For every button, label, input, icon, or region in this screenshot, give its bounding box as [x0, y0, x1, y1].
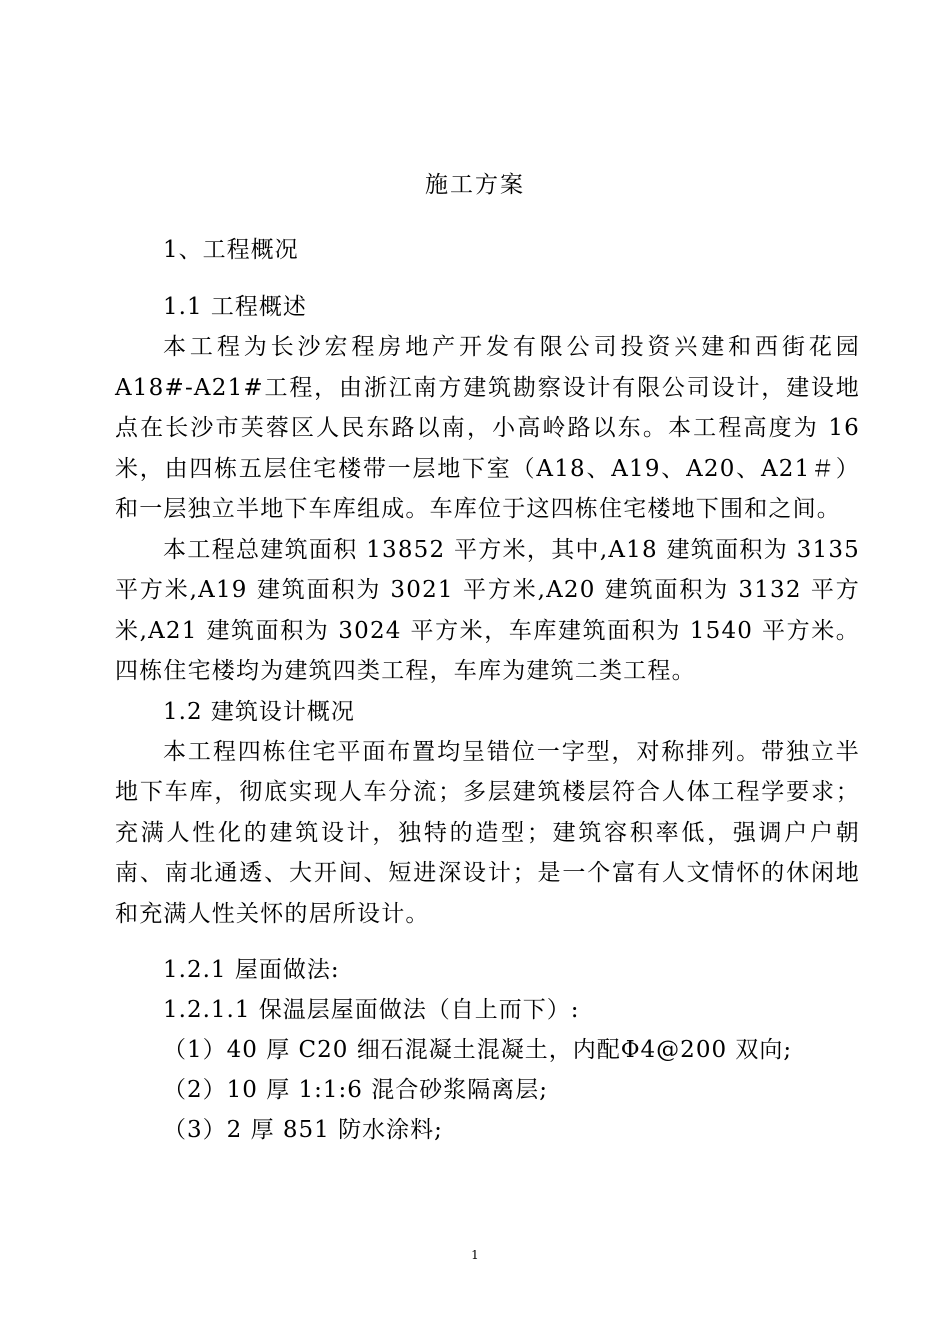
page-title: 施工方案: [425, 172, 525, 198]
section-heading-1-2-1-1: 1.2.1.1 保温层屋面做法（自上而下）:: [163, 997, 580, 1023]
section-heading-1-2: 1.2 建筑设计概况: [163, 698, 355, 725]
page-number: 1: [471, 1248, 479, 1262]
list-item: （3）2 厚 851 防水涂料;: [163, 1117, 443, 1143]
list-item: （2）10 厚 1:1:6 混合砂浆隔离层;: [163, 1077, 548, 1103]
paragraph-area: 本工程总建筑面积 13852 平方米，其中,A18 建筑面积为 3135 平方米,A19 建筑面积为 3021 平方米,A20 建筑面积为 3132 平方米,A21 建筑面积为 3024 平方米，车库建筑面积为 1540 平方米。四栋住宅楼均为建筑四类工程，车库为建筑二类工程。: [115, 536, 860, 684]
section-heading-1-1: 1.1 工程概述: [163, 294, 307, 320]
list-item: （1）40 厚 C20 细石混凝土混凝土，内配Φ4@200 双向;: [163, 1037, 793, 1063]
paragraph-design: 本工程四栋住宅平面布置均呈错位一字型，对称排列。带独立半地下车库，彻底实现人车分流；多层建筑楼层符合人体工程学要求；充满人性化的建筑设计，独特的造型；建筑容积率低，强调户户朝南、南北通透、大开间、短进深设计；是一个富有人文情怀的休闲地和充满人性关怀的居所设计。: [115, 738, 860, 927]
paragraph-overview: 本工程为长沙宏程房地产开发有限公司投资兴建和西街花园A18#-A21#工程，由浙江南方建筑勘察设计有限公司设计，建设地点在长沙市芙蓉区人民东路以南，小高岭路以东。本工程高度为 16 米，由四栋五层住宅楼带一层地下室（A18、A19、A20、A21＃）和一层独立半地下车库组成。车库位于这四栋住宅楼地下围和之间。: [115, 334, 860, 522]
section-heading-1: 1、工程概况: [163, 237, 299, 263]
document-body: [115, 230, 860, 1150]
section-heading-1-2-1: 1.2.1 屋面做法:: [163, 957, 340, 983]
spacer: [115, 934, 860, 950]
